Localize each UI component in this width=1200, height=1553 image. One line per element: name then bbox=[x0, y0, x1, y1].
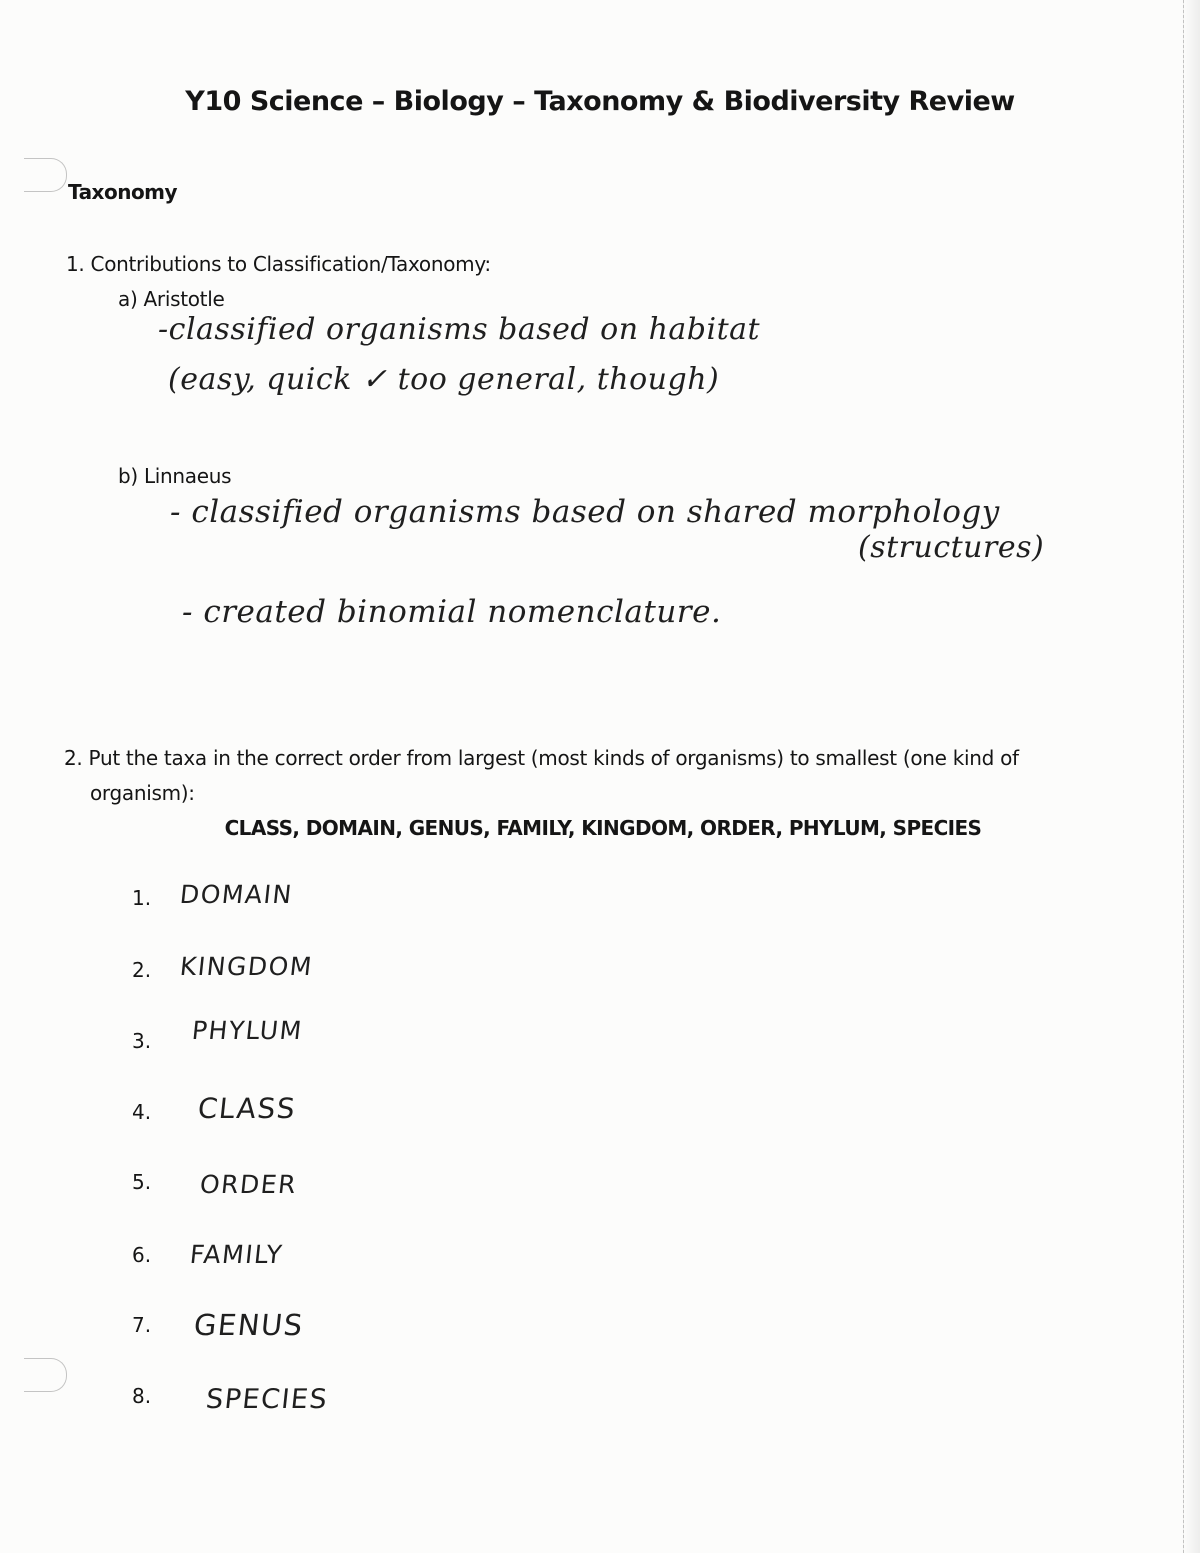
answer-number: 8. bbox=[132, 1384, 152, 1408]
answer-taxon: DOMAIN bbox=[178, 880, 295, 909]
answer-number: 4. bbox=[132, 1100, 152, 1124]
answer-number: 5. bbox=[132, 1170, 152, 1194]
answer-1b-line-1: - classified organisms based on shared morphology bbox=[170, 494, 1000, 530]
answer-number: 2. bbox=[132, 958, 152, 982]
answer-taxon: KINGDOM bbox=[178, 952, 315, 981]
answer-taxon: CLASS bbox=[196, 1092, 298, 1125]
question-1b-label: b) Linnaeus bbox=[118, 464, 232, 488]
question-1a-label: a) Aristotle bbox=[118, 287, 225, 311]
answer-1b-line-2: (structures) bbox=[858, 530, 1045, 565]
answer-taxon: ORDER bbox=[198, 1170, 299, 1199]
question-2-prompt-line-2: organism): bbox=[90, 781, 195, 805]
answer-1a-line-1: -classified organisms based on habitat bbox=[158, 312, 761, 347]
answer-number: 6. bbox=[132, 1243, 152, 1267]
answer-1a-line-2: (easy, quick ✓ too general, though) bbox=[168, 362, 720, 397]
answer-taxon: FAMILY bbox=[188, 1240, 285, 1269]
question-1-prompt: 1. Contributions to Classification/Taxonomy: bbox=[66, 252, 491, 276]
section-heading: Taxonomy bbox=[68, 180, 178, 204]
punch-hole-mark bbox=[24, 158, 67, 192]
answer-taxon: SPECIES bbox=[204, 1384, 330, 1415]
question-2-prompt-line-1: 2. Put the taxa in the correct order from largest (most kinds of organisms) to smallest (one kind of bbox=[64, 746, 1019, 770]
answer-number: 7. bbox=[132, 1313, 152, 1337]
answer-number: 1. bbox=[132, 886, 152, 910]
scan-edge bbox=[1183, 0, 1200, 1553]
taxa-word-bank: CLASS, DOMAIN, GENUS, FAMILY, KINGDOM, ORDER, PHYLUM, SPECIES bbox=[224, 816, 982, 840]
punch-hole-mark bbox=[24, 1358, 67, 1392]
page-title: Y10 Science – Biology – Taxonomy & Biodiversity Review bbox=[185, 86, 1015, 117]
answer-number: 3. bbox=[132, 1029, 152, 1053]
answer-1b-line-3: - created binomial nomenclature. bbox=[182, 594, 722, 630]
answer-taxon: PHYLUM bbox=[190, 1016, 305, 1045]
answer-taxon: GENUS bbox=[192, 1308, 306, 1342]
